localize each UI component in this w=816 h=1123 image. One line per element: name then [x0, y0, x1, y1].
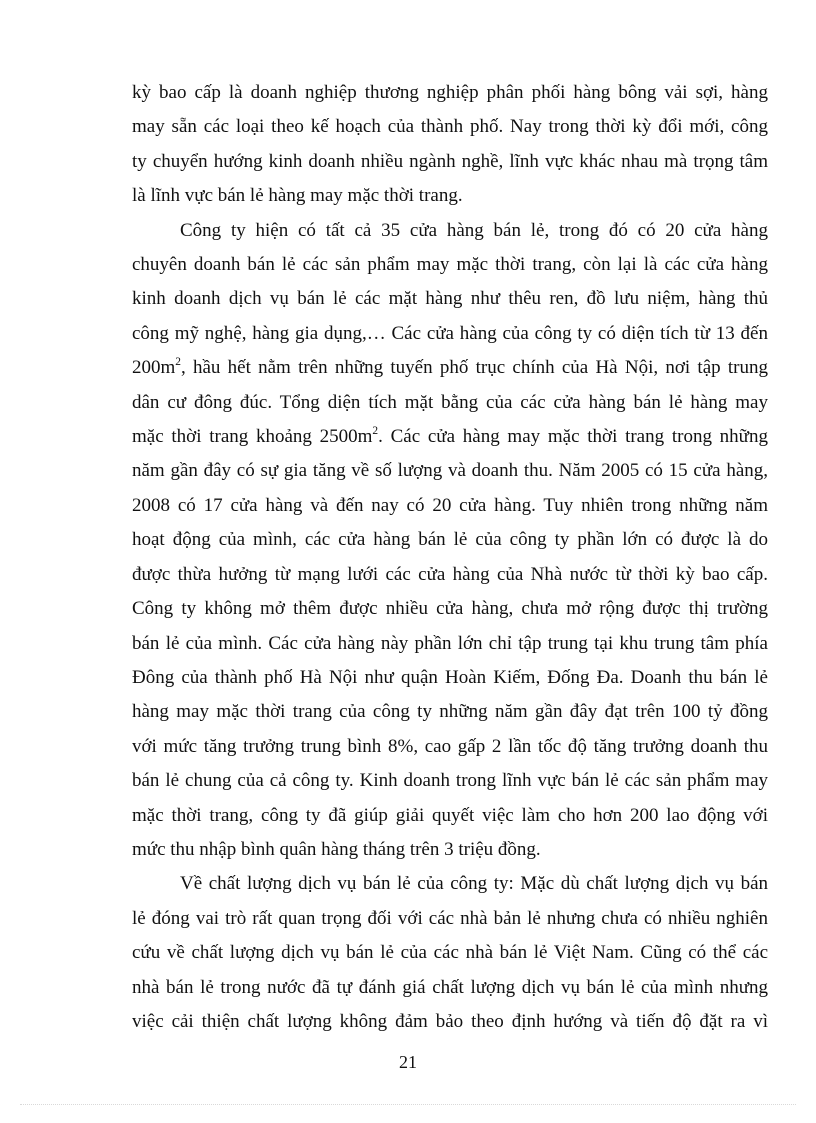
text-fragment: mặc thời trang khoảng 2500m: [132, 426, 373, 448]
text-line: hàng may mặc thời trang của công ty những năm gần đây đạt trên 100 tỷ đồng: [132, 701, 768, 723]
text-fragment: , hầu hết nằm trên những tuyến phố trục chính của Hà Nội, nơi tập trung: [180, 357, 768, 379]
text-line: may sẵn các loại theo kế hoạch của thành phố. Nay trong thời kỳ đổi mới, công: [132, 116, 768, 138]
text-line: được thừa hưởng từ mạng lưới các cửa hàng của Nhà nước từ thời kỳ bao cấp.: [132, 563, 768, 585]
text-line: dân cư đông đúc. Tổng diện tích mặt bằng của các cửa hàng bán lẻ hàng may: [132, 391, 768, 413]
superscript: 2: [175, 356, 181, 369]
text-line: hoạt động của mình, các cửa hàng bán lẻ của công ty phần lớn có được là do: [132, 529, 768, 551]
text-fragment: . Các cửa hàng may mặc thời trang trong những: [378, 426, 768, 448]
superscript: 2: [372, 425, 379, 438]
text-line: bán lẻ của mình. Các cửa hàng này phần lớn chỉ tập trung tại khu trung tâm phía: [132, 632, 768, 654]
text-line: lẻ đóng vai trò rất quan trọng đối với các nhà bản lẻ nhưng chưa có nhiều nghiên: [132, 907, 768, 929]
text-line: mức thu nhập bình quân hàng tháng trên 3 triệu đồng.: [132, 838, 541, 860]
text-line: bán lẻ chung của cả công ty. Kinh doanh trong lĩnh vực bán lẻ các sản phẩm may: [132, 770, 768, 792]
page-number: 21: [399, 1052, 417, 1072]
paragraph-1: [132, 76, 768, 214]
page-bottom-border: [20, 1104, 796, 1105]
text-line: với mức tăng trưởng trung bình 8%, cao gấp 2 lần tốc độ tăng trưởng doanh thu: [132, 735, 768, 757]
text-line: nhà bán lẻ trong nước đã tự đánh giá chất lượng dịch vụ bán lẻ của mình nhưng: [132, 976, 768, 998]
text-line: ty chuyển hướng kinh doanh nhiều ngành nghề, lĩnh vực khác nhau mà trọng tâm: [132, 150, 768, 172]
text-line: Đông của thành phố Hà Nội như quận Hoàn Kiếm, Đống Đa. Doanh thu bán lẻ: [132, 666, 768, 688]
body-text: [132, 76, 768, 1039]
text-line: công mỹ nghệ, hàng gia dụng,… Các cửa hàng của công ty có diện tích từ 13 đến: [132, 322, 768, 344]
text-line: mặc thời trang, công ty đã giúp giải quyết việc làm cho hơn 200 lao động với: [132, 804, 768, 826]
text-line: là lĩnh vực bán lẻ hàng may mặc thời trang.: [132, 185, 463, 207]
paragraph-3: [132, 867, 768, 1039]
text-line: cứu về chất lượng dịch vụ bán lẻ của các nhà bán lẻ Việt Nam. Cũng có thể các: [132, 942, 768, 964]
text-line-with-superscript: [132, 420, 768, 454]
text-line-with-superscript: [132, 351, 768, 385]
text-line: Về chất lượng dịch vụ bán lẻ của công ty: Mặc dù chất lượng dịch vụ bán: [180, 873, 768, 895]
text-line: kinh doanh dịch vụ bán lẻ các mặt hàng như thêu ren, đồ lưu niệm, hàng thủ: [132, 288, 768, 310]
text-line: kỳ bao cấp là doanh nghiệp thương nghiệp phân phối hàng bông vải sợi, hàng: [132, 82, 768, 103]
text-line: Công ty hiện có tất cả 35 cửa hàng bán lẻ, trong đó có 20 cửa hàng: [180, 219, 768, 241]
text-line: việc cải thiện chất lượng không đảm bảo theo định hướng và tiến độ đặt ra vì: [132, 1010, 768, 1032]
text-fragment: 200m: [132, 357, 176, 379]
text-line: chuyên doanh bán lẻ các sản phẩm may mặc thời trang, còn lại là các cửa hàng: [132, 254, 768, 276]
paragraph-2: [132, 214, 768, 868]
text-line: Công ty không mở thêm được nhiều cửa hàng, chưa mở rộng được thị trường: [132, 598, 768, 620]
text-line: 2008 có 17 cửa hàng và đến nay có 20 cửa hàng. Tuy nhiên trong những năm: [132, 494, 768, 516]
text-line: năm gần đây có sự gia tăng về số lượng và doanh thu. Năm 2005 có 15 cửa hàng,: [132, 460, 768, 482]
